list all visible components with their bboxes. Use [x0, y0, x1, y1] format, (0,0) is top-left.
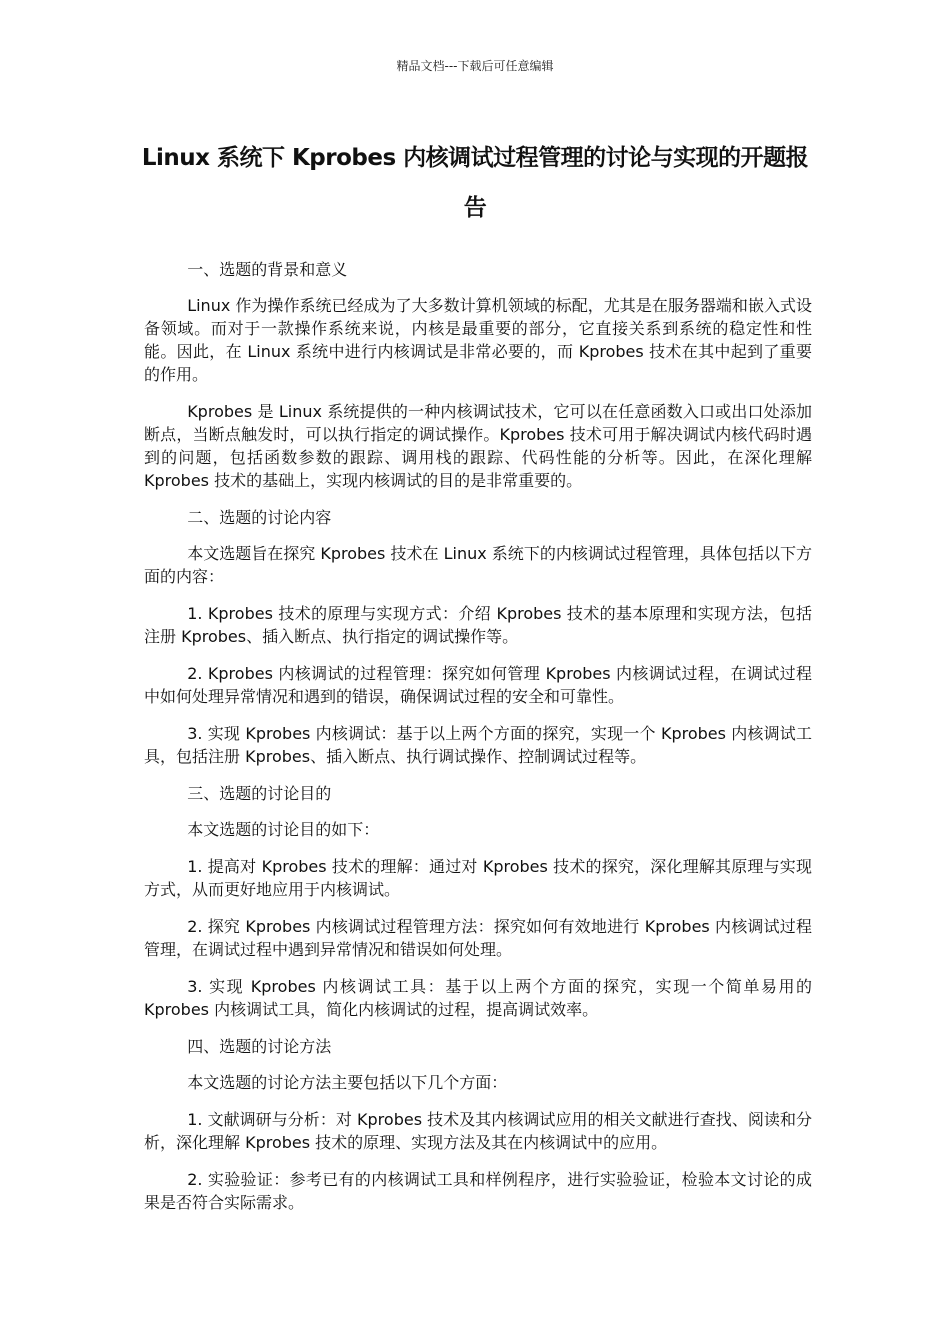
document-title: Linux 系统下 Kprobes 内核调试过程管理的讨论与实现的开题报告: [141, 145, 809, 221]
list-item: 2. 实验验证：参考已有的内核调试工具和样例程序，进行实验验证，检验本文讨论的成果是否符合实际需求。: [144, 1170, 812, 1212]
list-item: 1. Kprobes 技术的原理与实现方式：介绍 Kprobes 技术的基本原理和实现方法，包括注册 Kprobes、插入断点、执行指定的调试操作等。: [144, 604, 812, 646]
paragraph: Linux 作为操作系统已经成为了大多数计算机领域的标配，尤其是在服务器端和嵌入式设备领域。而对于一款操作系统来说，内核是最重要的部分，它直接关系到系统的稳定性和性能。因此，在 Linux 系统中进行内核调试是非常必要的，而 Kprobes 技术在其中起到了重要的作用。: [144, 296, 812, 384]
section-heading: 一、选题的背景和意义: [187, 260, 348, 279]
list-item: 3. 实现 Kprobes 内核调试：基于以上两个方面的探究，实现一个 Kprobes 内核调试工具，包括注册 Kprobes、插入断点、执行调试操作、控制调试过程等。: [144, 724, 812, 766]
document-body: [144, 258, 812, 1228]
section-heading: 三、选题的讨论目的: [187, 784, 332, 803]
list-item: 2. 探究 Kprobes 内核调试过程管理方法：探究如何有效地进行 Kprobes 内核调试过程管理，在调试过程中遇到异常情况和错误如何处理。: [144, 917, 812, 959]
paragraph: 本文选题的讨论目的如下：: [187, 820, 380, 839]
section-heading: 四、选题的讨论方法: [187, 1037, 332, 1056]
list-item: 1. 文献调研与分析：对 Kprobes 技术及其内核调试应用的相关文献进行查找、阅读和分析，深化理解 Kprobes 技术的原理、实现方法及其在内核调试中的应用。: [144, 1110, 812, 1152]
page-header: 精品文档---下载后可任意编辑: [396, 59, 554, 73]
list-item: 1. 提高对 Kprobes 技术的理解：通过对 Kprobes 技术的探究，深化理解其原理与实现方式，从而更好地应用于内核调试。: [144, 857, 812, 899]
list-item: 3. 实现 Kprobes 内核调试工具：基于以上两个方面的探究，实现一个简单易用的 Kprobes 内核调试工具，简化内核调试的过程，提高调试效率。: [144, 977, 812, 1019]
paragraph: 本文选题旨在探究 Kprobes 技术在 Linux 系统下的内核调试过程管理，具体包括以下方面的内容：: [144, 544, 812, 586]
paragraph: Kprobes 是 Linux 系统提供的一种内核调试技术，它可以在任意函数入口或出口处添加断点，当断点触发时，可以执行指定的调试操作。Kprobes 技术可用于解决调试内核代码时遇到的问题，包括函数参数的跟踪、调用栈的跟踪、代码性能的分析等。因此，在深化理解 Kprobes 技术的基础上，实现内核调试的目的是非常重要的。: [144, 402, 812, 490]
list-item: 2. Kprobes 内核调试的过程管理：探究如何管理 Kprobes 内核调试过程，在调试过程中如何处理异常情况和遇到的错误，确保调试过程的安全和可靠性。: [144, 664, 812, 706]
section-heading: 二、选题的讨论内容: [187, 508, 332, 527]
paragraph: 本文选题的讨论方法主要包括以下几个方面：: [187, 1073, 508, 1092]
